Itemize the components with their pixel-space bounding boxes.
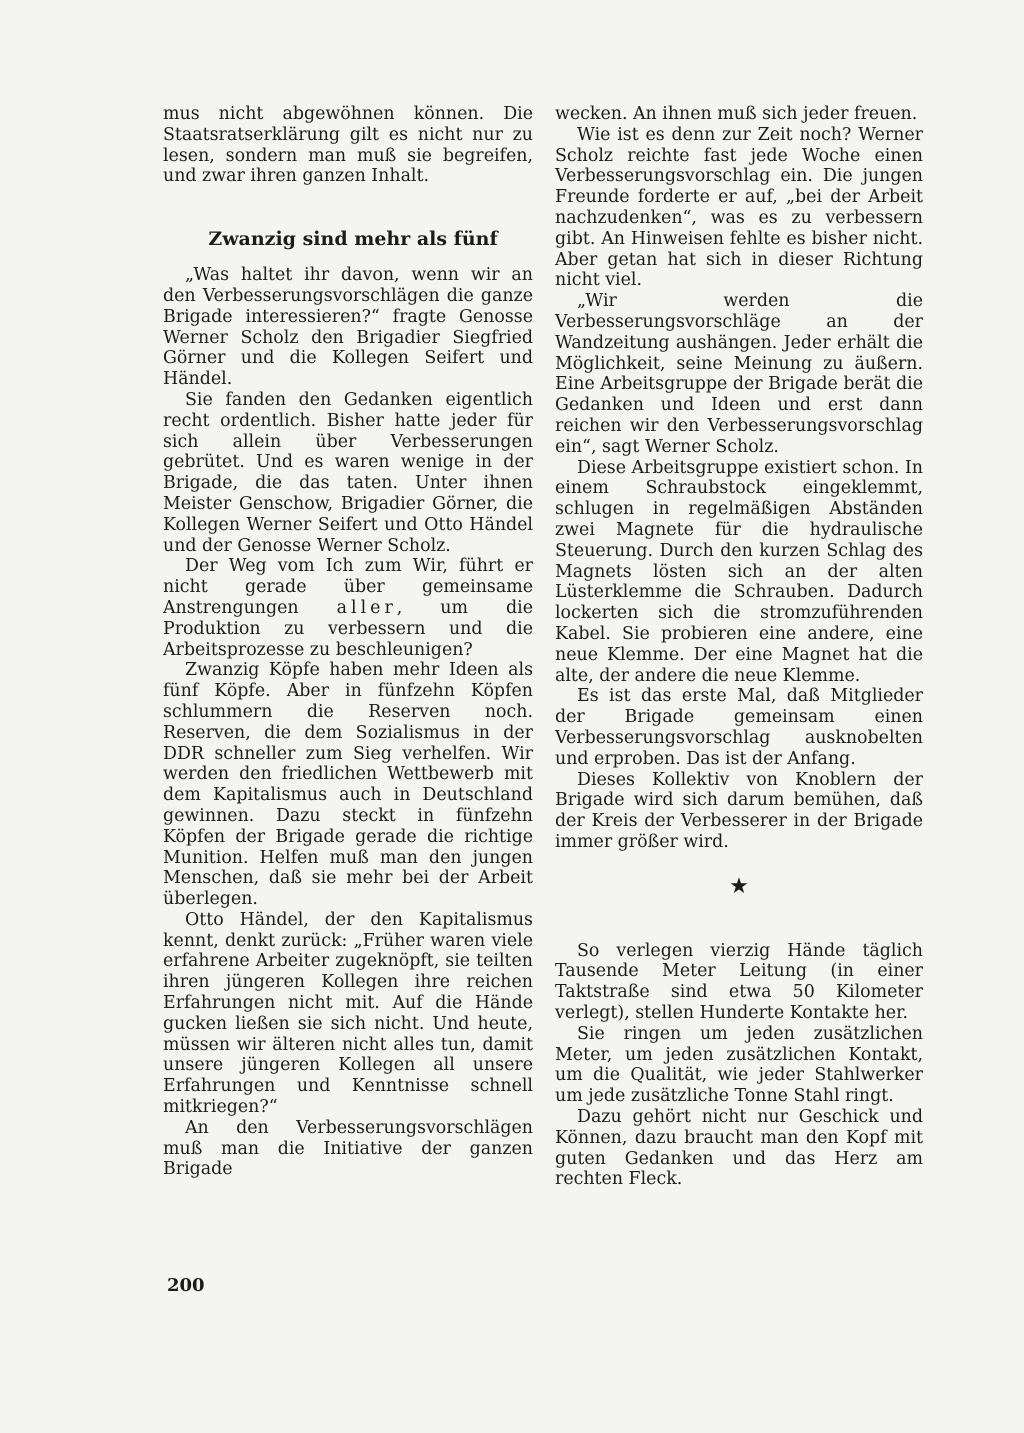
paragraph: Es ist das erste Mal, daß Mitglieder der Brigade gemeinsam einen Verbesserungsvorschlag ausknobelten und erproben. Das ist der Anfang. [555, 686, 923, 769]
paragraph: Otto Händel, der den Kapitalismus kennt, denkt zurück: „Früher waren viele erfahrene Arbeiter zugeknöpft, sie teilten ihren jüngeren Kollegen ihre reichen Erfahrungen nicht mit. Auf die Hände gucken ließen sie sich nicht. Und heute, müssen wir älteren nicht alles tun, damit unsere jüngeren Kollegen all unsere Erfahrungen und Kenntnisse schnell mitkriegen?“ [163, 909, 533, 1118]
paragraph-continued: wecken. An ihnen muß sich jeder freuen. [555, 104, 918, 124]
text-run: Der Weg vom Ich zum Wir, führt er nicht gerade über gemeinsame Anstrengungen [163, 556, 533, 618]
text-run: , um die Produktion zu verbessern und die Arbeitsprozesse zu beschleunigen? [163, 597, 533, 660]
paragraph: Zwanzig Köpfe haben mehr Ideen als fünf Köpfe. Aber in fünfzehn Köpfen schlummern die Reserven noch. Reserven, die dem Sozialismus in der DDR schneller zum Sieg verhelfen. Wir werden den friedlichen Wettbewerb mit dem Kapitalismus auch in Deutschland gewinnen. Dazu steckt in fünfzehn Köpfen der Brigade gerade die richtige Munition. Helfen muß man den jungen Menschen, daß sie mehr bei der Arbeit überlegen. [163, 660, 533, 910]
paragraph: „Wir werden die Verbesserungsvorschläge an der Wandzeitung aushängen. Jeder erhält die Möglichkeit, seine Meinung zu äußern. Eine Arbeitsgruppe der Brigade berät die Gedanken und Ideen und erst dann reichen wir den Verbesserungsvorschlag ein“, sagt Werner Scholz. [555, 291, 923, 457]
spaced-emphasis: aller [336, 597, 397, 618]
paragraph [163, 556, 533, 660]
paragraph: Dazu gehört nicht nur Geschick und Können, dazu braucht man den Kopf mit guten Gedanken und das Herz am rechten Fleck. [555, 1107, 923, 1190]
paragraph: Sie ringen um jeden zusätzlichen Meter, um jeden zusätzlichen Kontakt, um die Qualität, wie jeder Stahlwerker um jede zusätzliche Tonne Stahl ringt. [555, 1023, 923, 1107]
section-heading: Zwanzig sind mehr als fünf [208, 228, 498, 251]
right-column [555, 104, 923, 1190]
paragraph: So verlegen vierzig Hände täglich Tausende Meter Leitung (in einer Taktstraße sind etwa 50 Kilometer verlegt), stellen Hunderte Kontakte her. [555, 940, 923, 1024]
paragraph: Dieses Kollektiv von Knoblern der Brigade wird sich darum bemühen, daß der Kreis der Verbesserer in der Brigade immer größer wird. [555, 769, 923, 852]
paragraph: „Was haltet ihr davon, wenn wir an den Verbesserungsvorschlägen die ganze Brigade interessieren?“ fragte Genosse Werner Scholz den Brigadier Siegfried Görner und die Kollegen Seifert und Händel. [163, 265, 533, 390]
paragraph: Sie fanden den Gedanken eigentlich recht ordentlich. Bisher hatte jeder für sich allein über Verbesserungen gebrütet. Und es waren wenige in der Brigade, die das taten. Unter ihnen Meister Genschow, Brigadier Görner, die Kollegen Werner Seifert und Otto Händel und der Genosse Werner Scholz. [163, 389, 533, 556]
paragraph-continued: mus nicht abgewöhnen können. Die Staatsratserklärung gilt es nicht nur zu lesen, sondern man muß sie begreifen, und zwar ihren ganzen Inhalt. [163, 104, 533, 187]
paragraph: Diese Arbeitsgruppe existiert schon. In einem Schraubstock eingeklemmt, schlugen in regelmäßigen Abständen zwei Magnete für die hydraulische Steuerung. Durch den kurzen Schlag des Magnets lösten sich an der alten Lüsterklemme die Schrauben. Dadurch lockerten sich die stromzuführenden Kabel. Sie probieren eine andere, eine neue Klemme. Der eine Magnet hat die alte, der andere die neue Klemme. [555, 457, 923, 686]
page-number: 200 [167, 1275, 205, 1296]
paragraph: Wie ist es denn zur Zeit noch? Werner Scholz reichte fast jede Woche einen Verbesserungsvorschlag ein. Die jungen Freunde forderte er auf, „bei der Arbeit nachzudenken“, was es zu verbessern gibt. An Hinweisen fehlte es bisher nicht. Aber getan hat sich in dieser Richtung nicht viel. [555, 124, 923, 291]
left-column [163, 104, 533, 1180]
section-separator-star: ★ [729, 873, 749, 899]
paragraph: An den Verbesserungsvorschlägen muß man die Initiative der ganzen Brigade [163, 1117, 533, 1180]
